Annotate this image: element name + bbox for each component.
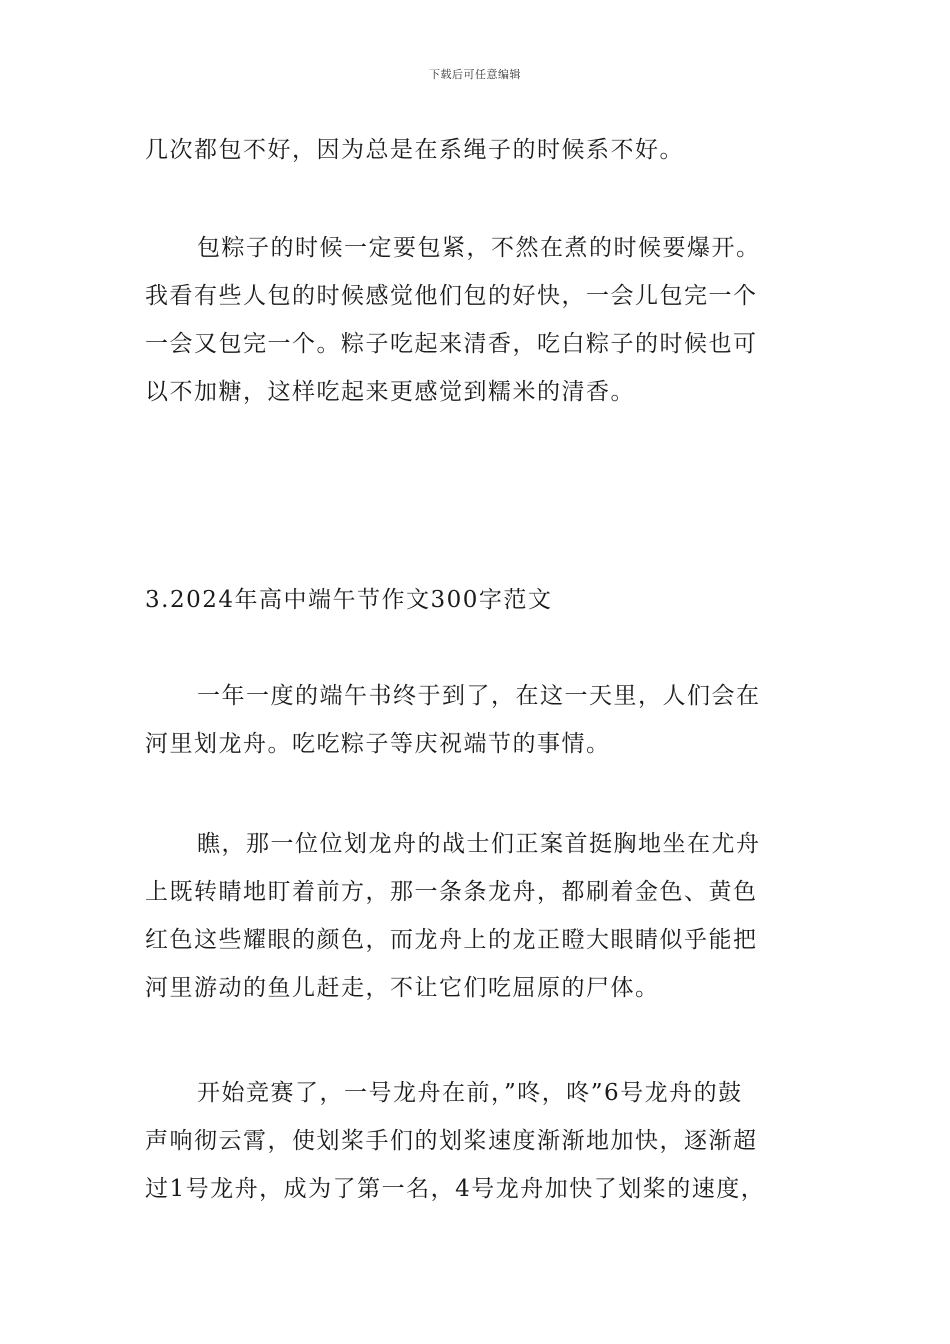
paragraph-zongzi <box>145 224 810 416</box>
section-heading <box>145 576 810 624</box>
text-line: 一会又包完一个。粽子吃起来清香，吃白粽子的时候也可 <box>145 331 758 357</box>
paragraph-dragon-boats <box>145 820 810 1012</box>
text-line: 上既转睛地盯着前方，那一条条龙舟，都刷着金色、黄色 <box>145 879 758 905</box>
text-line: 河里划龙舟。吃吃粽子等庆祝端节的事情。 <box>145 731 611 757</box>
page-header: 下载后可任意编辑 <box>429 68 521 81</box>
paragraph-continuation <box>145 126 810 174</box>
text-line: 过1号龙舟，成为了第一名，4号龙舟加快了划桨的速度， <box>145 1176 766 1202</box>
text-line: 一年一度的端午书终于到了，在这一天里，人们会在 <box>197 683 761 709</box>
heading-text: 3.2024年高中端午节作文300字范文 <box>145 587 553 613</box>
text-line: 几次都包不好，因为总是在系绳子的时候系不好。 <box>145 137 684 163</box>
text-line: 包粽子的时候一定要包紧，不然在煮的时候要爆开。 <box>197 235 761 261</box>
text-line: 以不加糖，这样吃起来更感觉到糯米的清香。 <box>145 379 635 405</box>
text-line: 河里游动的鱼儿赶走，不让它们吃屈原的尸体。 <box>145 975 660 1001</box>
text-line: 开始竞赛了，一号龙舟在前，”咚，咚”6号龙舟的鼓 <box>197 1080 743 1106</box>
text-line: 我看有些人包的时候感觉他们包的好快，一会儿包完一个 <box>145 283 758 309</box>
text-line: 红色这些耀眼的颜色，而龙舟上的龙正瞪大眼睛似乎能把 <box>145 927 758 953</box>
text-line: 瞧，那一位位划龙舟的战士们正案首挺胸地坐在尤舟 <box>197 831 761 857</box>
paragraph-intro <box>145 672 810 768</box>
text-line: 声响彻云霄，使划桨手们的划桨速度渐渐地加快，逐渐超 <box>145 1128 758 1154</box>
paragraph-race <box>145 1069 810 1213</box>
